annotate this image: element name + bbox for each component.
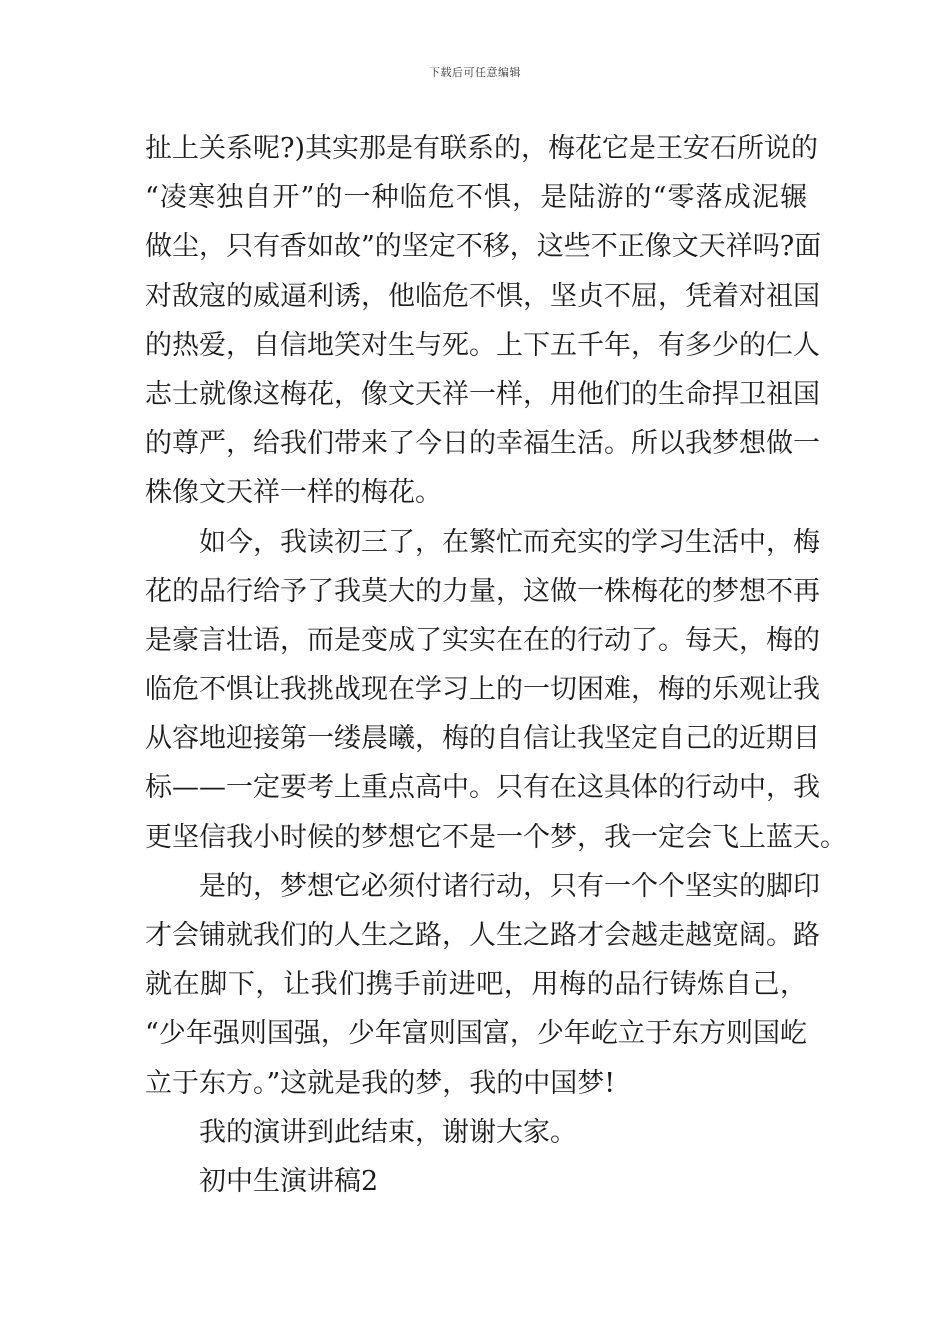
text-line: 更坚信我小时候的梦想它不是一个梦，我一定会飞上蓝天。 bbox=[145, 821, 847, 853]
text-line: 我的演讲到此结束，谢谢大家。 bbox=[199, 1116, 577, 1148]
text-line: 就在脚下，让我们携手前进吧，用梅的品行铸炼自己， bbox=[145, 969, 807, 1001]
text-line: 花的品行给予了我莫大的力量，这做一株梅花的梦想不再 bbox=[145, 575, 820, 607]
text-line: 从容地迎接第一缕晨曦，梅的自信让我坚定自己的近期目 bbox=[145, 723, 820, 755]
text-line: 标——一定要考上重点高中。只有在这具体的行动中，我 bbox=[145, 772, 820, 804]
text-line: “凌寒独自开”的一种临危不惧，是陆游的“零落成泥辗 bbox=[145, 182, 807, 214]
text-line: 做尘，只有香如故”的坚定不移，这些不正像文天祥吗?面 bbox=[145, 231, 822, 263]
document-body bbox=[145, 124, 847, 1206]
text-line: 临危不惧让我挑战现在学习上的一切困难，梅的乐观让我 bbox=[145, 674, 820, 706]
text-line: 是的，梦想它必须付诸行动，只有一个个坚实的脚印 bbox=[199, 870, 820, 902]
text-line: 是豪言壮语，而是变成了实实在在的行动了。每天，梅的 bbox=[145, 624, 820, 656]
page-header: 下载后可任意编辑 bbox=[429, 66, 521, 79]
text-line: “少年强则国强，少年富则国富，少年屹立于东方则国屹 bbox=[145, 1018, 807, 1050]
text-line: 志士就像这梅花，像文天祥一样，用他们的生命捍卫祖国 bbox=[145, 378, 820, 410]
text-line: 的尊严，给我们带来了今日的幸福生活。所以我梦想做一 bbox=[145, 428, 820, 460]
text-line: 立于东方。”这就是我的梦，我的中国梦! bbox=[145, 1067, 616, 1099]
text-line: 如今，我读初三了，在繁忙而充实的学习生活中，梅 bbox=[199, 526, 820, 558]
text-line: 的热爱，自信地笑对生与死。上下五千年，有多少的仁人 bbox=[145, 329, 820, 361]
text-line: 才会铺就我们的人生之路，人生之路才会越走越宽阔。路 bbox=[145, 920, 820, 951]
text-line: 扯上关系呢?)其实那是有联系的，梅花它是王安石所说的 bbox=[145, 133, 819, 164]
text-line: 株像文天祥一样的梅花。 bbox=[145, 477, 442, 509]
text-line: 对敌寇的威逼利诱，他临危不惧，坚贞不屈，凭着对祖国 bbox=[145, 280, 820, 312]
text-line: 初中生演讲稿2 bbox=[199, 1165, 379, 1197]
